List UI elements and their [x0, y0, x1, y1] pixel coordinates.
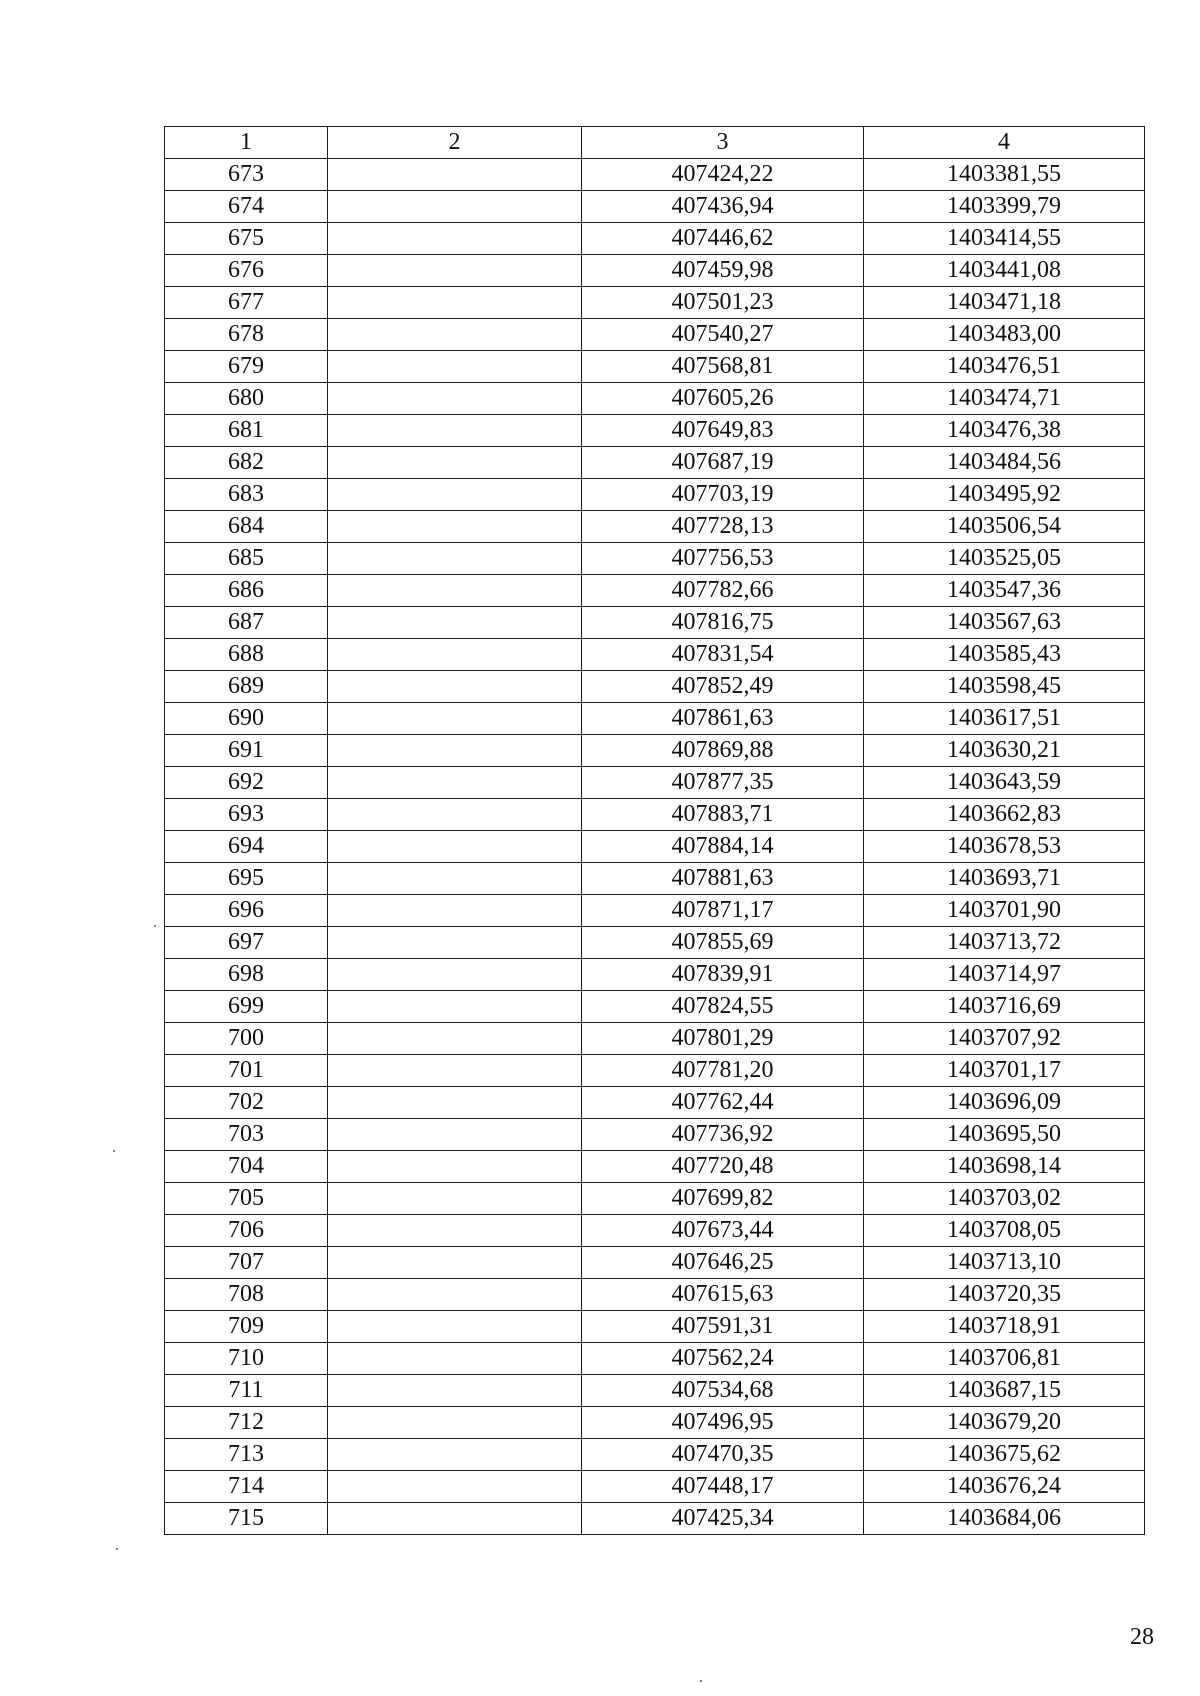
x-coordinate-cell: 407720,48 — [582, 1151, 864, 1183]
x-coordinate-cell: 407877,35 — [582, 767, 864, 799]
empty-cell — [328, 767, 582, 799]
table-row — [165, 1247, 1145, 1279]
y-coordinate-cell: 1403662,83 — [864, 799, 1145, 831]
empty-cell — [328, 415, 582, 447]
point-number-cell: 684 — [165, 511, 328, 543]
y-coordinate-cell: 1403720,35 — [864, 1279, 1145, 1311]
table-row — [165, 959, 1145, 991]
table-row — [165, 479, 1145, 511]
x-coordinate-cell: 407883,71 — [582, 799, 864, 831]
y-coordinate-cell: 1403567,63 — [864, 607, 1145, 639]
table-row — [165, 767, 1145, 799]
empty-cell — [328, 159, 582, 191]
empty-cell — [328, 895, 582, 927]
empty-cell — [328, 1503, 582, 1535]
table-row — [165, 1055, 1145, 1087]
y-coordinate-cell: 1403471,18 — [864, 287, 1145, 319]
x-coordinate-cell: 407673,44 — [582, 1215, 864, 1247]
empty-cell — [328, 1023, 582, 1055]
x-coordinate-cell: 407562,24 — [582, 1343, 864, 1375]
empty-cell — [328, 1439, 582, 1471]
point-number-cell: 705 — [165, 1183, 328, 1215]
empty-cell — [328, 1343, 582, 1375]
column-header-1: 1 — [165, 127, 328, 159]
point-number-cell: 679 — [165, 351, 328, 383]
empty-cell — [328, 1183, 582, 1215]
table-row — [165, 831, 1145, 863]
y-coordinate-cell: 1403716,69 — [864, 991, 1145, 1023]
point-number-cell: 691 — [165, 735, 328, 767]
y-coordinate-cell: 1403617,51 — [864, 703, 1145, 735]
x-coordinate-cell: 407736,92 — [582, 1119, 864, 1151]
table-row — [165, 1311, 1145, 1343]
table-row — [165, 159, 1145, 191]
empty-cell — [328, 1279, 582, 1311]
empty-cell — [328, 1215, 582, 1247]
point-number-cell: 693 — [165, 799, 328, 831]
x-coordinate-cell: 407501,23 — [582, 287, 864, 319]
empty-cell — [328, 1151, 582, 1183]
table-row — [165, 927, 1145, 959]
x-coordinate-cell: 407646,25 — [582, 1247, 864, 1279]
point-number-cell: 673 — [165, 159, 328, 191]
empty-cell — [328, 639, 582, 671]
point-number-cell: 700 — [165, 1023, 328, 1055]
table-row — [165, 543, 1145, 575]
table-row — [165, 191, 1145, 223]
y-coordinate-cell: 1403701,90 — [864, 895, 1145, 927]
x-coordinate-cell: 407649,83 — [582, 415, 864, 447]
point-number-cell: 687 — [165, 607, 328, 639]
table-row — [165, 1343, 1145, 1375]
x-coordinate-cell: 407540,27 — [582, 319, 864, 351]
table-row — [165, 639, 1145, 671]
empty-cell — [328, 511, 582, 543]
table-row — [165, 351, 1145, 383]
y-coordinate-cell: 1403708,05 — [864, 1215, 1145, 1247]
table-body — [165, 159, 1145, 1535]
x-coordinate-cell: 407703,19 — [582, 479, 864, 511]
y-coordinate-cell: 1403441,08 — [864, 255, 1145, 287]
x-coordinate-cell: 407869,88 — [582, 735, 864, 767]
x-coordinate-cell: 407728,13 — [582, 511, 864, 543]
table-row — [165, 287, 1145, 319]
y-coordinate-cell: 1403414,55 — [864, 223, 1145, 255]
y-coordinate-cell: 1403718,91 — [864, 1311, 1145, 1343]
y-coordinate-cell: 1403476,51 — [864, 351, 1145, 383]
y-coordinate-cell: 1403484,56 — [864, 447, 1145, 479]
empty-cell — [328, 319, 582, 351]
table-row — [165, 223, 1145, 255]
empty-cell — [328, 1119, 582, 1151]
y-coordinate-cell: 1403585,43 — [864, 639, 1145, 671]
table-row — [165, 1375, 1145, 1407]
x-coordinate-cell: 407881,63 — [582, 863, 864, 895]
point-number-cell: 681 — [165, 415, 328, 447]
empty-cell — [328, 447, 582, 479]
y-coordinate-cell: 1403525,05 — [864, 543, 1145, 575]
empty-cell — [328, 1375, 582, 1407]
y-coordinate-cell: 1403713,72 — [864, 927, 1145, 959]
point-number-cell: 711 — [165, 1375, 328, 1407]
point-number-cell: 715 — [165, 1503, 328, 1535]
column-header-4: 4 — [864, 127, 1145, 159]
y-coordinate-cell: 1403676,24 — [864, 1471, 1145, 1503]
table-row — [165, 511, 1145, 543]
empty-cell — [328, 191, 582, 223]
x-coordinate-cell: 407568,81 — [582, 351, 864, 383]
y-coordinate-cell: 1403679,20 — [864, 1407, 1145, 1439]
table-row — [165, 863, 1145, 895]
table-row — [165, 1215, 1145, 1247]
point-number-cell: 692 — [165, 767, 328, 799]
point-number-cell: 714 — [165, 1471, 328, 1503]
table-row — [165, 255, 1145, 287]
empty-cell — [328, 255, 582, 287]
x-coordinate-cell: 407459,98 — [582, 255, 864, 287]
empty-cell — [328, 1407, 582, 1439]
point-number-cell: 697 — [165, 927, 328, 959]
empty-cell — [328, 607, 582, 639]
x-coordinate-cell: 407884,14 — [582, 831, 864, 863]
table-row — [165, 1119, 1145, 1151]
scan-speck — [700, 1680, 702, 1682]
x-coordinate-cell: 407839,91 — [582, 959, 864, 991]
point-number-cell: 689 — [165, 671, 328, 703]
column-header-3: 3 — [582, 127, 864, 159]
y-coordinate-cell: 1403693,71 — [864, 863, 1145, 895]
empty-cell — [328, 1311, 582, 1343]
point-number-cell: 677 — [165, 287, 328, 319]
x-coordinate-cell: 407496,95 — [582, 1407, 864, 1439]
y-coordinate-cell: 1403675,62 — [864, 1439, 1145, 1471]
x-coordinate-cell: 407605,26 — [582, 383, 864, 415]
x-coordinate-cell: 407861,63 — [582, 703, 864, 735]
empty-cell — [328, 927, 582, 959]
empty-cell — [328, 543, 582, 575]
page-number: 28 — [1130, 1624, 1154, 1650]
table-row — [165, 895, 1145, 927]
point-number-cell: 708 — [165, 1279, 328, 1311]
column-header-2: 2 — [328, 127, 582, 159]
empty-cell — [328, 1471, 582, 1503]
point-number-cell: 702 — [165, 1087, 328, 1119]
y-coordinate-cell: 1403495,92 — [864, 479, 1145, 511]
y-coordinate-cell: 1403703,02 — [864, 1183, 1145, 1215]
y-coordinate-cell: 1403483,00 — [864, 319, 1145, 351]
table-row — [165, 383, 1145, 415]
table-row — [165, 1407, 1145, 1439]
point-number-cell: 701 — [165, 1055, 328, 1087]
table-row — [165, 575, 1145, 607]
point-number-cell: 713 — [165, 1439, 328, 1471]
y-coordinate-cell: 1403701,17 — [864, 1055, 1145, 1087]
point-number-cell: 704 — [165, 1151, 328, 1183]
point-number-cell: 674 — [165, 191, 328, 223]
empty-cell — [328, 223, 582, 255]
point-number-cell: 680 — [165, 383, 328, 415]
empty-cell — [328, 799, 582, 831]
coordinates-table — [164, 126, 1145, 1535]
y-coordinate-cell: 1403696,09 — [864, 1087, 1145, 1119]
empty-cell — [328, 735, 582, 767]
x-coordinate-cell: 407424,22 — [582, 159, 864, 191]
y-coordinate-cell: 1403698,14 — [864, 1151, 1145, 1183]
y-coordinate-cell: 1403474,71 — [864, 383, 1145, 415]
point-number-cell: 676 — [165, 255, 328, 287]
empty-cell — [328, 863, 582, 895]
table-header-row — [165, 127, 1145, 159]
point-number-cell: 695 — [165, 863, 328, 895]
empty-cell — [328, 575, 582, 607]
x-coordinate-cell: 407855,69 — [582, 927, 864, 959]
y-coordinate-cell: 1403706,81 — [864, 1343, 1145, 1375]
empty-cell — [328, 383, 582, 415]
y-coordinate-cell: 1403707,92 — [864, 1023, 1145, 1055]
point-number-cell: 709 — [165, 1311, 328, 1343]
x-coordinate-cell: 407591,31 — [582, 1311, 864, 1343]
point-number-cell: 712 — [165, 1407, 328, 1439]
y-coordinate-cell: 1403695,50 — [864, 1119, 1145, 1151]
x-coordinate-cell: 407831,54 — [582, 639, 864, 671]
x-coordinate-cell: 407615,63 — [582, 1279, 864, 1311]
table-row — [165, 1439, 1145, 1471]
point-number-cell: 706 — [165, 1215, 328, 1247]
point-number-cell: 685 — [165, 543, 328, 575]
empty-cell — [328, 479, 582, 511]
point-number-cell: 683 — [165, 479, 328, 511]
x-coordinate-cell: 407781,20 — [582, 1055, 864, 1087]
empty-cell — [328, 1055, 582, 1087]
empty-cell — [328, 991, 582, 1023]
point-number-cell: 678 — [165, 319, 328, 351]
x-coordinate-cell: 407824,55 — [582, 991, 864, 1023]
y-coordinate-cell: 1403598,45 — [864, 671, 1145, 703]
point-number-cell: 682 — [165, 447, 328, 479]
point-number-cell: 696 — [165, 895, 328, 927]
point-number-cell: 694 — [165, 831, 328, 863]
scan-speck — [154, 925, 156, 927]
table-row — [165, 1471, 1145, 1503]
table-row — [165, 607, 1145, 639]
point-number-cell: 688 — [165, 639, 328, 671]
y-coordinate-cell: 1403476,38 — [864, 415, 1145, 447]
empty-cell — [328, 351, 582, 383]
table-row — [165, 1151, 1145, 1183]
point-number-cell: 675 — [165, 223, 328, 255]
x-coordinate-cell: 407436,94 — [582, 191, 864, 223]
x-coordinate-cell: 407687,19 — [582, 447, 864, 479]
x-coordinate-cell: 407756,53 — [582, 543, 864, 575]
table-row — [165, 735, 1145, 767]
table-row — [165, 415, 1145, 447]
x-coordinate-cell: 407816,75 — [582, 607, 864, 639]
y-coordinate-cell: 1403643,59 — [864, 767, 1145, 799]
table-row — [165, 703, 1145, 735]
table-row — [165, 1183, 1145, 1215]
scan-speck — [113, 1150, 115, 1152]
empty-cell — [328, 1247, 582, 1279]
x-coordinate-cell: 407782,66 — [582, 575, 864, 607]
point-number-cell: 690 — [165, 703, 328, 735]
point-number-cell: 703 — [165, 1119, 328, 1151]
x-coordinate-cell: 407534,68 — [582, 1375, 864, 1407]
y-coordinate-cell: 1403684,06 — [864, 1503, 1145, 1535]
y-coordinate-cell: 1403713,10 — [864, 1247, 1145, 1279]
y-coordinate-cell: 1403381,55 — [864, 159, 1145, 191]
empty-cell — [328, 703, 582, 735]
table-row — [165, 1023, 1145, 1055]
table-row — [165, 447, 1145, 479]
x-coordinate-cell: 407446,62 — [582, 223, 864, 255]
y-coordinate-cell: 1403547,36 — [864, 575, 1145, 607]
x-coordinate-cell: 407762,44 — [582, 1087, 864, 1119]
y-coordinate-cell: 1403687,15 — [864, 1375, 1145, 1407]
empty-cell — [328, 831, 582, 863]
y-coordinate-cell: 1403506,54 — [864, 511, 1145, 543]
point-number-cell: 710 — [165, 1343, 328, 1375]
y-coordinate-cell: 1403714,97 — [864, 959, 1145, 991]
empty-cell — [328, 959, 582, 991]
table-row — [165, 1087, 1145, 1119]
table-row — [165, 1279, 1145, 1311]
table-row — [165, 991, 1145, 1023]
table-row — [165, 319, 1145, 351]
point-number-cell: 707 — [165, 1247, 328, 1279]
y-coordinate-cell: 1403630,21 — [864, 735, 1145, 767]
scan-speck — [116, 1548, 118, 1550]
empty-cell — [328, 1087, 582, 1119]
y-coordinate-cell: 1403399,79 — [864, 191, 1145, 223]
x-coordinate-cell: 407871,17 — [582, 895, 864, 927]
table-row — [165, 1503, 1145, 1535]
table-row — [165, 671, 1145, 703]
point-number-cell: 698 — [165, 959, 328, 991]
x-coordinate-cell: 407425,34 — [582, 1503, 864, 1535]
point-number-cell: 686 — [165, 575, 328, 607]
x-coordinate-cell: 407448,17 — [582, 1471, 864, 1503]
x-coordinate-cell: 407470,35 — [582, 1439, 864, 1471]
empty-cell — [328, 287, 582, 319]
x-coordinate-cell: 407801,29 — [582, 1023, 864, 1055]
y-coordinate-cell: 1403678,53 — [864, 831, 1145, 863]
x-coordinate-cell: 407852,49 — [582, 671, 864, 703]
empty-cell — [328, 671, 582, 703]
table-row — [165, 799, 1145, 831]
x-coordinate-cell: 407699,82 — [582, 1183, 864, 1215]
point-number-cell: 699 — [165, 991, 328, 1023]
